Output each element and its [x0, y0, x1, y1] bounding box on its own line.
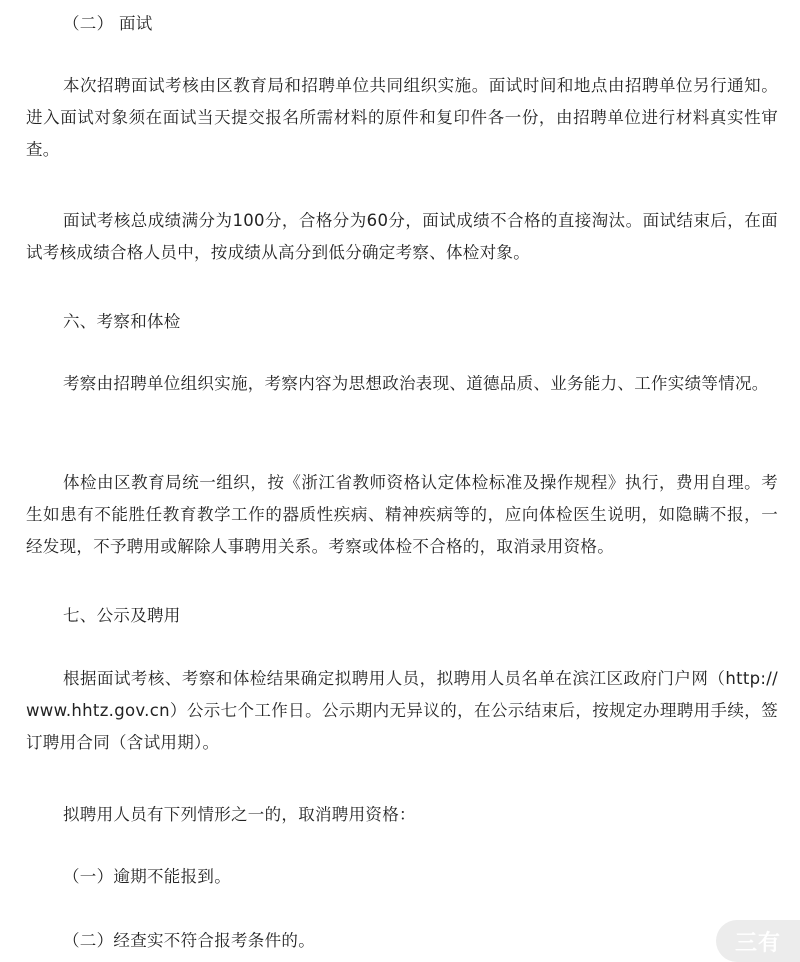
- paragraph-interview-organization: 本次招聘面试考核由区教育局和招聘单位共同组织实施。面试时间和地点由招聘单位另行通知。进入面试对象须在面试当天提交报名所需材料的原件和复印件各一份，由招聘单位进行材料真实性审查。: [26, 76, 778, 159]
- logo-watermark: [716, 920, 800, 962]
- paragraph-interview-score: 面试考核总成绩满分为100分，合格分为60分，面试成绩不合格的直接淘汰。面试结束后，在面试考核成绩合格人员中，按成绩从高分到低分确定考察、体检对象。: [26, 211, 778, 262]
- watermark-text: 三有: [734, 930, 781, 956]
- cancel-condition-item: （一）逾期不能报到。: [63, 867, 231, 886]
- cancel-condition-item: （二）经查实不符合报考条件的。: [63, 931, 315, 950]
- paragraph-health-check: 体检由区教育局统一组织，按《浙江省教师资格认定体检标准及操作规程》执行，费用自理。考生如患有不能胜任教育教学工作的器质性疾病、精神疾病等的，应向体检医生说明，如隐瞒不报，一经发现，不予聘用或解除人事聘用关系。考察或体检不合格的，取消录用资格。: [26, 473, 778, 556]
- paragraph-inspection: 考察由招聘单位组织实施，考察内容为思想政治表现、道德品质、业务能力、工作实绩等情况。: [63, 374, 769, 393]
- paragraph-publicity: 根据面试考核、考察和体检结果确定拟聘用人员，拟聘用人员名单在滨江区政府门户网（http://www.hhtz.gov.cn）公示七个工作日。公示期内无异议的，在公示结束后，按规定办理聘用手续，签订聘用合同（含试用期）。: [26, 669, 778, 752]
- section-heading-inspection-health: 六、考察和体检: [63, 312, 181, 331]
- paragraph-cancel-intro: 拟聘用人员有下列情形之一的，取消聘用资格：: [63, 805, 416, 824]
- section-heading-publicity-hiring: 七、公示及聘用: [63, 606, 181, 625]
- subheading-interview: （二） 面试: [63, 14, 153, 33]
